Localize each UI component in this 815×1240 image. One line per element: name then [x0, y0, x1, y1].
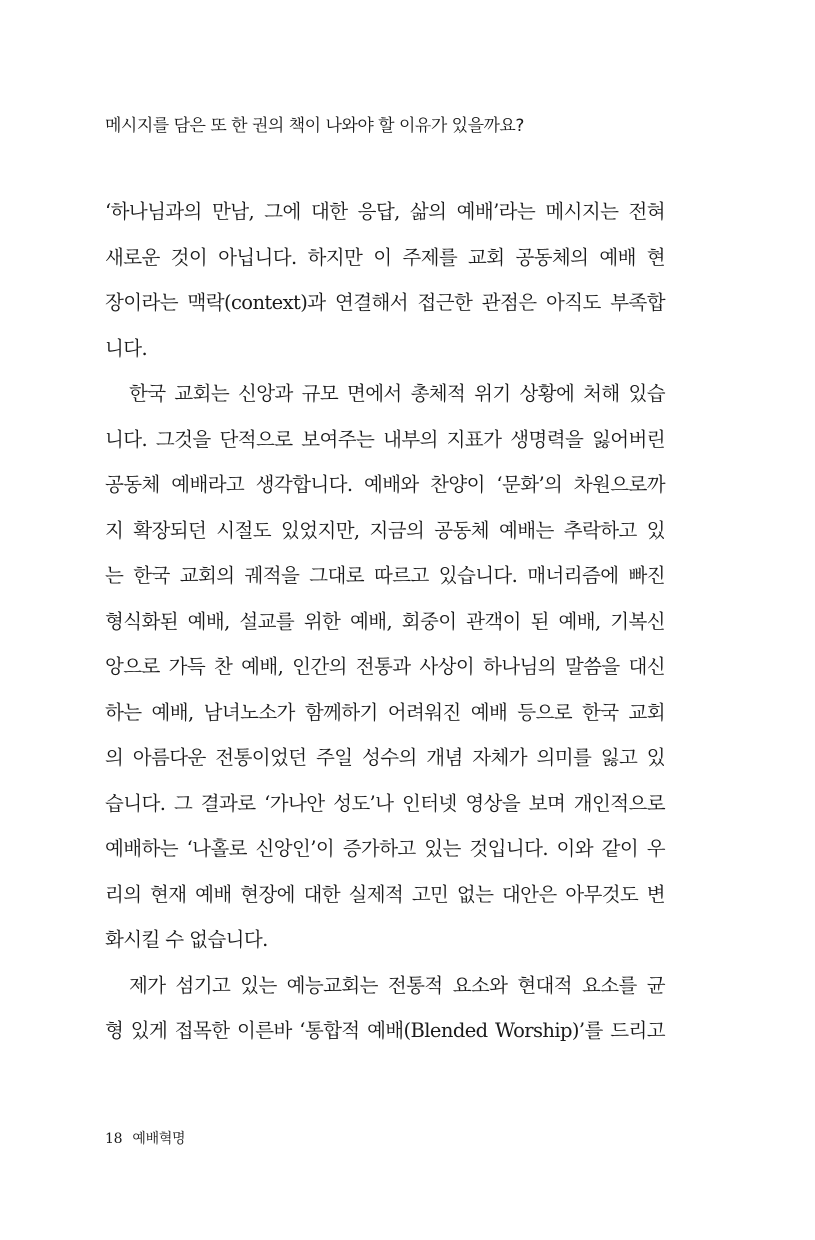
- page-number: 18: [105, 1131, 123, 1147]
- preceding-text-line: 메시지를 담은 또 한 권의 책이 나와야 할 이유가 있을까요?: [105, 116, 524, 136]
- text-line: 는 한국 교회의 궤적을 그대로 따르고 있습니다. 매너리즘에 빠진: [105, 564, 665, 587]
- text-line: 형 있게 접목한 이른바 ‘통합적 예배(Blended Worship)’를 드리고: [105, 1019, 665, 1042]
- text-line: 제가 섬기고 있는 예능교회는 전통적 요소와 현대적 요소를 균: [129, 973, 665, 997]
- paragraph: [105, 963, 665, 1054]
- text-line: 화시킬 수 없습니다.: [105, 928, 268, 951]
- text-line: 니다.: [105, 336, 148, 360]
- text-line: 지 확장되던 시절도 있었지만, 지금의 공동체 예배는 추락하고 있: [105, 518, 665, 542]
- text-line: 앙으로 가득 찬 예배, 인간의 전통과 사상이 하나님의 말씀을 대신: [105, 655, 665, 678]
- text-line: 장이라는 맥락(context)과 연결해서 접근한 관점은 아직도 부족합: [105, 291, 665, 314]
- text-line: 형식화된 예배, 설교를 위한 예배, 회중이 관객이 된 예배, 기복신: [105, 609, 665, 633]
- body-text: [105, 189, 665, 1054]
- text-line: ‘하나님과의 만남, 그에 대한 응답, 삶의 예배’라는 메시지는 전혀: [105, 200, 665, 223]
- running-title: 예배혁명: [132, 1131, 186, 1147]
- text-line: 예배하는 ‘나홀로 신앙인’이 증가하고 있는 것입니다. 이와 같이 우: [105, 837, 665, 860]
- page-footer: [105, 1130, 185, 1148]
- text-line: 한국 교회는 신앙과 규모 면에서 총체적 위기 상황에 처해 있습: [129, 382, 665, 405]
- paragraph: [105, 189, 665, 371]
- text-line: 하는 예배, 남녀노소가 함께하기 어려워진 예배 등으로 한국 교회: [105, 700, 665, 724]
- text-line: 의 아름다운 전통이었던 주일 성수의 개념 자체가 의미를 잃고 있: [105, 746, 665, 769]
- text-line: 니다. 그것을 단적으로 보여주는 내부의 지표가 생명력을 잃어버린: [105, 427, 665, 451]
- text-line: 습니다. 그 결과로 ‘가나안 성도’나 인터넷 영상을 보며 개인적으로: [105, 791, 665, 815]
- text-line: 새로운 것이 아닙니다. 하지만 이 주제를 교회 공동체의 예배 현: [105, 245, 665, 269]
- text-line: 리의 현재 예배 현장에 대한 실제적 고민 없는 대안은 아무것도 변: [105, 882, 665, 906]
- paragraph: [105, 371, 665, 963]
- text-line: 공동체 예배라고 생각합니다. 예배와 찬양이 ‘문화’의 차원으로까: [105, 473, 665, 496]
